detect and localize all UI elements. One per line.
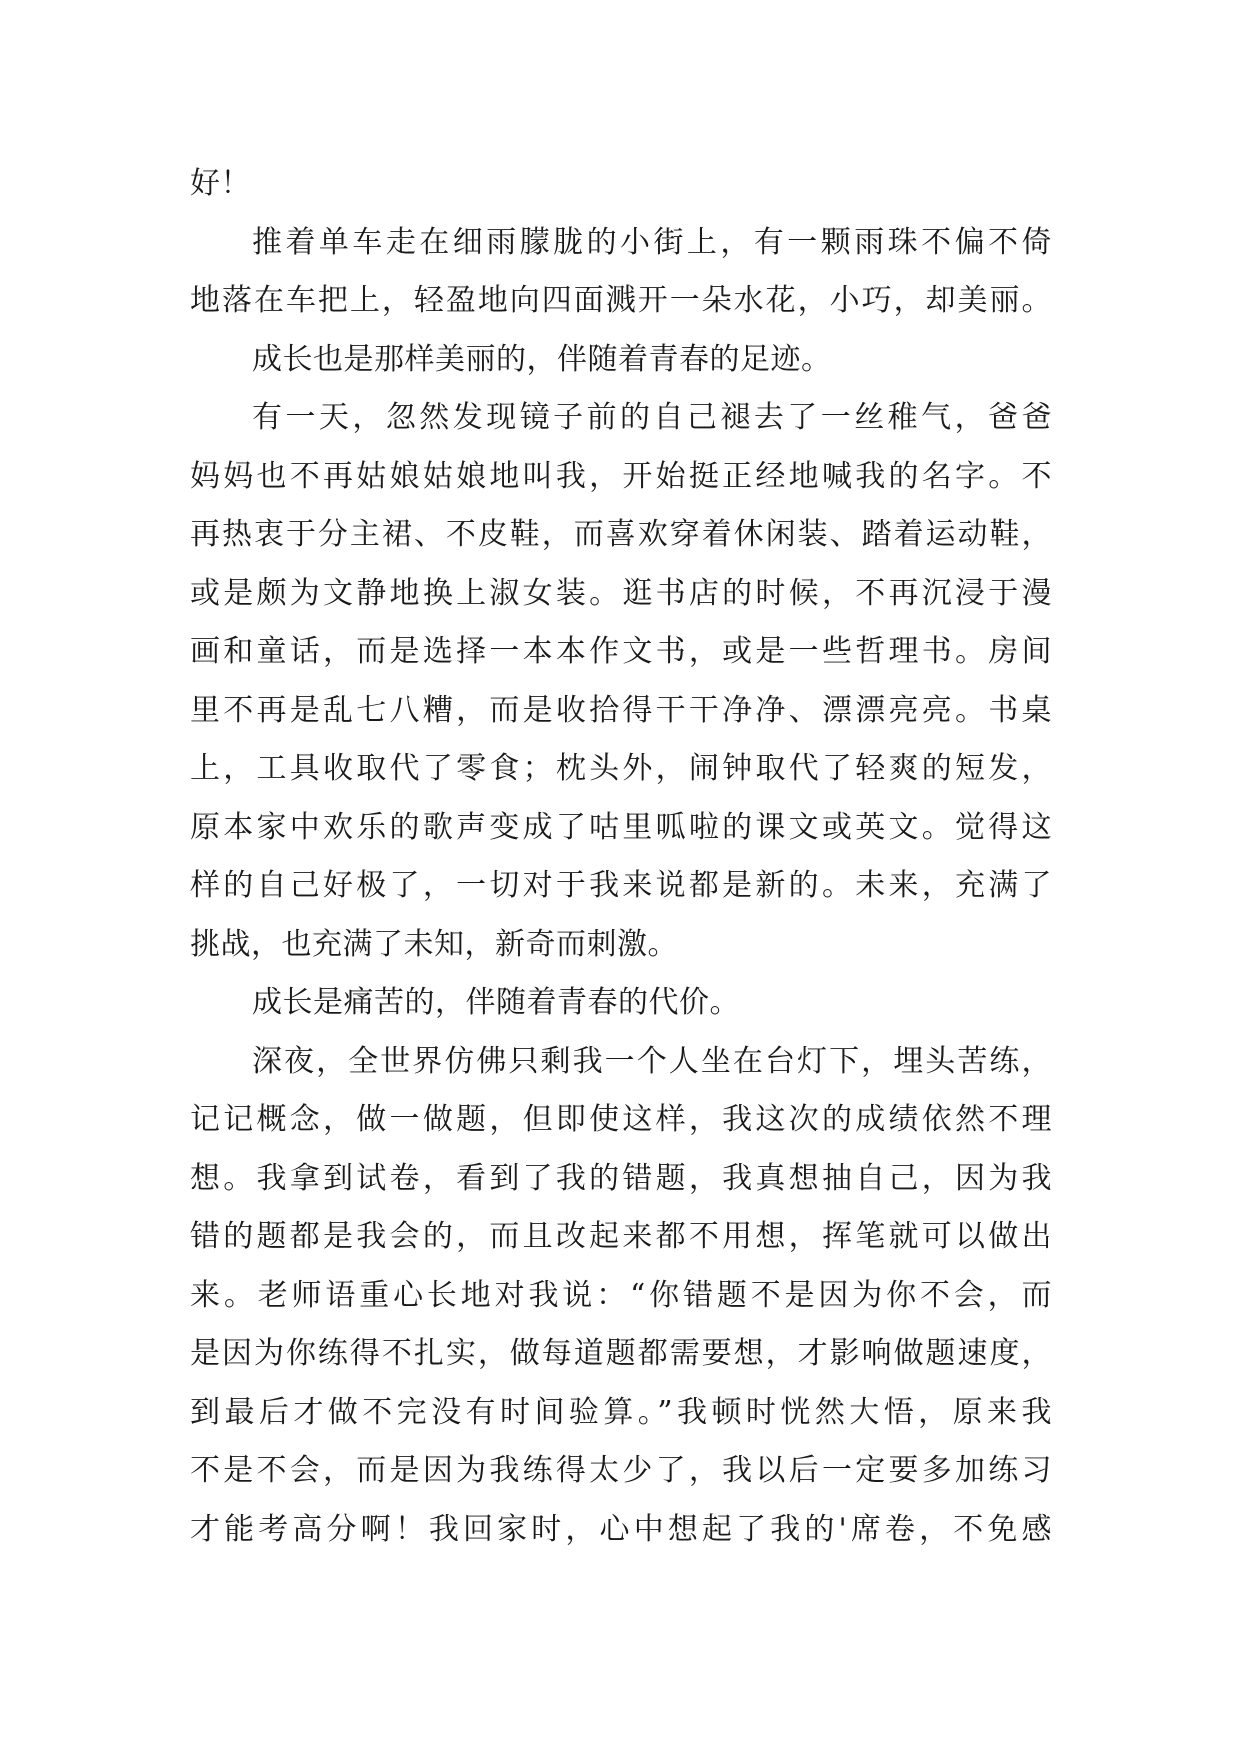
text-line: 样的自己好极了，一切对于我来说都是新的。未来，充满了 bbox=[190, 868, 1052, 903]
text-line: 或是颇为文静地换上淑女装。逛书店的时候，不再沉浸于漫 bbox=[190, 575, 1052, 611]
paragraph-start-line: 深夜，全世界仿佛只剩我一个人坐在台灯下，埋头苦练， bbox=[252, 1043, 1052, 1079]
paragraph-start-line: 有一天，忽然发现镜子前的自己褪去了一丝稚气，爸爸 bbox=[252, 400, 1052, 435]
text-line: 才能考高分啊！我回家时，心中想起了我的'席卷，不免感 bbox=[190, 1511, 1052, 1547]
text-line: 妈妈也不再姑娘姑娘地叫我，开始挺正经地喊我的名字。不 bbox=[190, 458, 1052, 494]
text-line: 地落在车把上，轻盈地向四面溅开一朵水花，小巧，却美丽。 bbox=[190, 283, 1052, 318]
text-line: 再热衷于分主裙、不皮鞋，而喜欢穿着休闲装、踏着运动鞋， bbox=[190, 517, 1052, 552]
text-line: 记记概念，做一做题，但即使这样，我这次的成绩依然不理 bbox=[190, 1102, 1052, 1137]
text-line: 上，工具收取代了零食；枕头外，闹钟取代了轻爽的短发， bbox=[190, 751, 1052, 786]
paragraph-start-line: 成长是痛苦的，伴随着青春的代价。 bbox=[252, 985, 740, 1020]
text-line: 想。我拿到试卷，看到了我的错题，我真想抽自己，因为我 bbox=[190, 1160, 1052, 1196]
text-line: 不是不会，而是因为我练得太少了，我以后一定要多加练习 bbox=[190, 1453, 1052, 1488]
text-line: 来。老师语重心长地对我说：“你错题不是因为你不会，而 bbox=[190, 1277, 1052, 1313]
text-line: 画和童话，而是选择一本本作文书，或是一些哲理书。房间 bbox=[190, 634, 1052, 669]
paragraph-start-line: 推着单车走在细雨朦胧的小街上，有一颗雨珠不偏不倚 bbox=[252, 224, 1052, 260]
text-line: 好！ bbox=[190, 166, 251, 201]
body-text bbox=[190, 155, 1052, 1559]
text-line: 挑战，也充满了未知，新奇而刺激。 bbox=[190, 926, 678, 962]
paragraph-start-line: 成长也是那样美丽的，伴随着青春的足迹。 bbox=[252, 341, 832, 377]
text-line: 原本家中欢乐的歌声变成了咕里呱啦的课文或英文。觉得这 bbox=[190, 809, 1052, 845]
text-line: 错的题都是我会的，而且改起来都不用想，挥笔就可以做出 bbox=[190, 1219, 1052, 1254]
text-line: 里不再是乱七八糟，而是收拾得干干净净、漂漂亮亮。书桌 bbox=[190, 692, 1052, 728]
text-line: 到最后才做不完没有时间验算。”我顿时恍然大悟，原来我 bbox=[190, 1394, 1052, 1430]
text-line: 是因为你练得不扎实，做每道题都需要想，才影响做题速度， bbox=[190, 1336, 1052, 1371]
